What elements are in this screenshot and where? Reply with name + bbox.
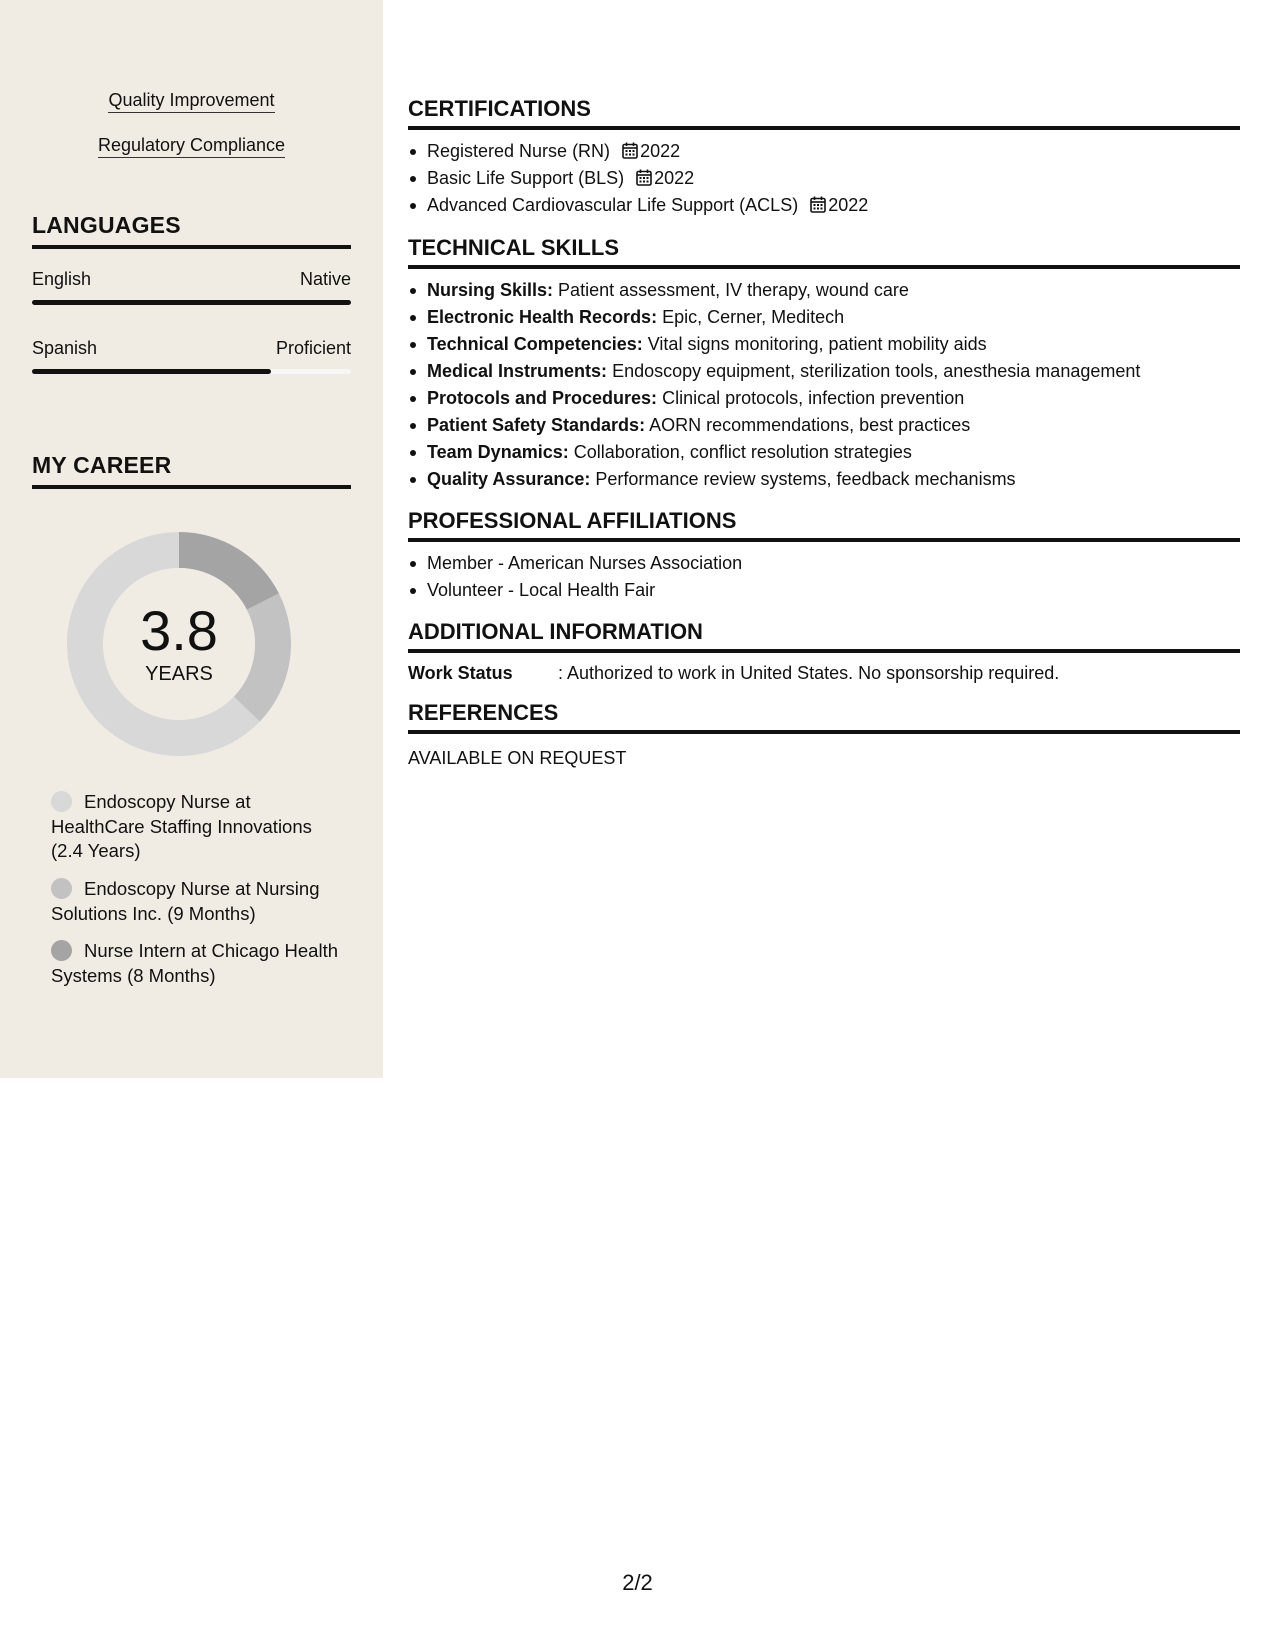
certification-item: Registered Nurse (RN) 2022 [408,138,1240,165]
skill-item: Team Dynamics: Collaboration, conflict resolution strategies [408,439,1240,466]
skill-item: Electronic Health Records: Epic, Cerner, Meditech [408,304,1240,331]
calendar-icon [810,196,826,213]
certification-year: 2022 [828,195,869,215]
technical-skills-heading: TECHNICAL SKILLS [408,235,1240,269]
skill-item: Technical Competencies: Vital signs monitoring, patient mobility aids [408,331,1240,358]
certification-year: 2022 [654,168,695,188]
language-row [32,267,351,291]
career-legend-item [51,939,341,988]
language-row [32,336,351,360]
career-legend-label: Nurse Intern at Chicago Health Systems (8 Months) [51,940,338,986]
skill-item: Medical Instruments: Endoscopy equipment, sterilization tools, anesthesia management [408,358,1240,385]
career-legend-item [51,790,341,864]
calendar-icon [622,142,638,159]
language-name: Spanish [32,338,98,358]
technical-skills-section [408,235,1240,493]
language-proficiency-bar [32,369,351,374]
work-status-row [408,661,1240,685]
language-proficiency-fill [32,300,351,305]
certifications-list [408,138,1240,219]
affiliations-heading: PROFESSIONAL AFFILIATIONS [408,508,1240,542]
career-legend-item [51,877,341,926]
skill-item: Quality Assurance: Performance review systems, feedback mechanisms [408,466,1240,493]
technical-skills-list [408,277,1240,493]
additional-info-heading: ADDITIONAL INFORMATION [408,619,1240,653]
language-proficiency-bar [32,300,351,305]
affiliations-list [408,550,1240,604]
work-status-key: Work Status [408,663,513,683]
legend-dot [51,940,72,961]
affiliations-section [408,508,1240,604]
certification-item: Advanced Cardiovascular Life Support (ACLS) 2022 [408,192,1240,219]
skill-item: Protocols and Procedures: Clinical protocols, infection prevention [408,385,1240,412]
certification-item: Basic Life Support (BLS) 2022 [408,165,1240,192]
career-legend-label: Endoscopy Nurse at HealthCare Staffing Innovations (2.4 Years) [51,791,312,861]
skill-item: Patient Safety Standards: AORN recommendations, best practices [408,412,1240,439]
certifications-heading: CERTIFICATIONS [408,96,1240,130]
affiliation-item: Volunteer - Local Health Fair [408,577,1240,604]
additional-info-section [408,619,1240,685]
career-total-unit: YEARS [145,663,213,685]
career-legend-label: Endoscopy Nurse at Nursing Solutions Inc. (9 Months) [51,878,320,924]
skill-tag: Regulatory Compliance [0,133,383,157]
career-donut-chart [65,530,293,758]
legend-dot [51,878,72,899]
language-level: Proficient [275,338,351,358]
language-name: English [32,269,92,289]
career-heading: MY CAREER [32,452,351,489]
language-proficiency-fill [32,369,271,374]
career-total-value: 3.8 [140,599,218,662]
affiliation-item: Member - American Nurses Association [408,550,1240,577]
work-status-value: : Authorized to work in United States. No sponsorship required. [558,663,1060,683]
references-heading: REFERENCES [408,700,1240,734]
certifications-section [408,96,1240,219]
sidebar [0,0,383,1078]
skill-tag: Quality Improvement [0,88,383,112]
career-donut-center [65,530,293,758]
certification-year: 2022 [640,141,681,161]
page-number: 2/2 [622,1570,653,1595]
languages-heading: LANGUAGES [32,212,351,249]
calendar-icon [636,169,652,186]
references-section [408,700,1240,770]
language-level: Native [299,269,351,289]
legend-dot [51,791,72,812]
skill-item: Nursing Skills: Patient assessment, IV therapy, wound care [408,277,1240,304]
references-text: AVAILABLE ON REQUEST [408,748,627,768]
